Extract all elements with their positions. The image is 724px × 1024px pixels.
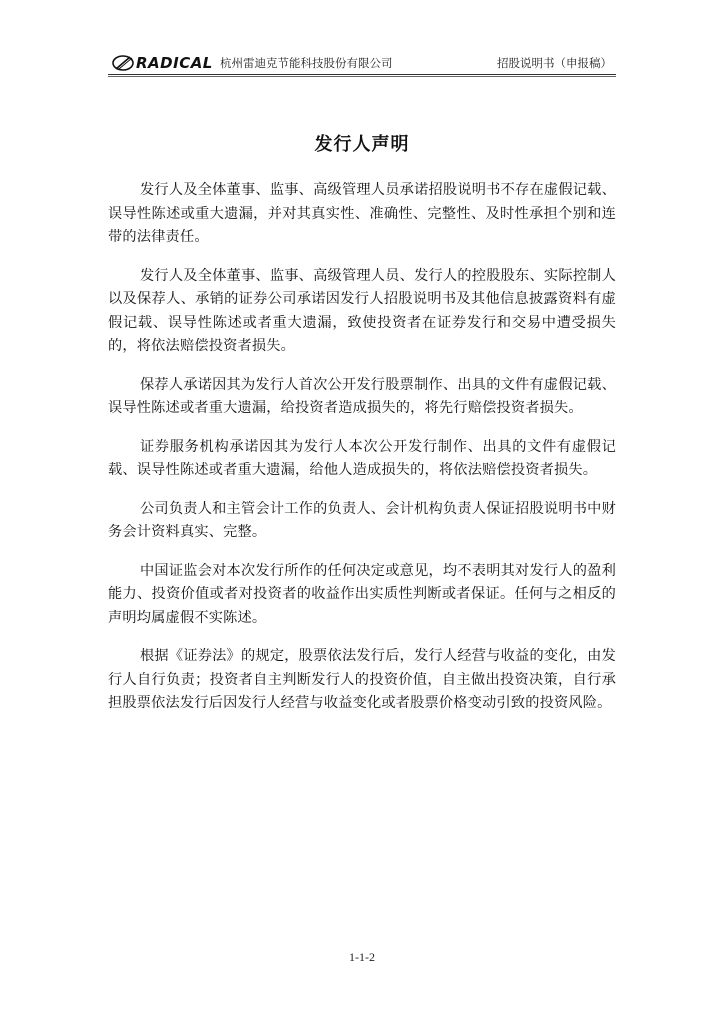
- paragraph: 根据《证券法》的规定，股票依法发行后，发行人经营与收益的变化，由发行人自行负责；投资者自主判断发行人的投资价值，自主做出投资决策，自行承担股票依法发行后因发行人经营与收益变化或者股票价格变动引致的投资风险。: [108, 648, 616, 711]
- paragraph: 公司负责人和主管会计工作的负责人、会计机构负责人保证招股说明书中财务会计资料真实、完整。: [108, 500, 616, 540]
- document-type: 招股说明书（申报稿）: [497, 56, 612, 70]
- radical-logo-icon: [112, 55, 134, 71]
- paragraph: 发行人及全体董事、监事、高级管理人员、发行人的控股股东、实际控制人以及保荐人、承销的证券公司承诺因发行人招股说明书及其他信息披露资料有虚假记载、误导性陈述或者重大遗漏，致使投资者在证券发行和交易中遭受损失的，将依法赔偿投资者损失。: [108, 267, 616, 354]
- page-header: [108, 52, 616, 74]
- page-title: 发行人声明: [314, 134, 410, 155]
- header-divider: [108, 74, 616, 75]
- company-name: 杭州雷迪克节能科技股份有限公司: [220, 56, 393, 70]
- page-number: 1-1-2: [349, 950, 375, 964]
- paragraph: 中国证监会对本次发行所作的任何决定或意见，均不表明其对发行人的盈利能力、投资价值或者对投资者的收益作出实质性判断或者保证。任何与之相反的声明均属虚假不实陈述。: [108, 562, 616, 626]
- header-divider-thin: [108, 76, 616, 77]
- paragraph: 保荐人承诺因其为发行人首次公开发行股票制作、出具的文件有虚假记载、误导性陈述或者重大遗漏，给投资者造成损失的，将先行赔偿投资者损失。: [108, 376, 616, 416]
- company-logo: [108, 53, 220, 73]
- paragraph: 证券服务机构承诺因其为发行人本次公开发行制作、出具的文件有虚假记载、误导性陈述或者重大遗漏，给他人造成损失的，将依法赔偿投资者损失。: [108, 438, 616, 478]
- paragraph: 发行人及全体董事、监事、高级管理人员承诺招股说明书不存在虚假记载、误导性陈述或重大遗漏，并对其真实性、准确性、完整性、及时性承担个别和连带的法律责任。: [108, 182, 616, 245]
- statement-body: [108, 179, 616, 731]
- logo-text: RADICAL: [136, 54, 213, 72]
